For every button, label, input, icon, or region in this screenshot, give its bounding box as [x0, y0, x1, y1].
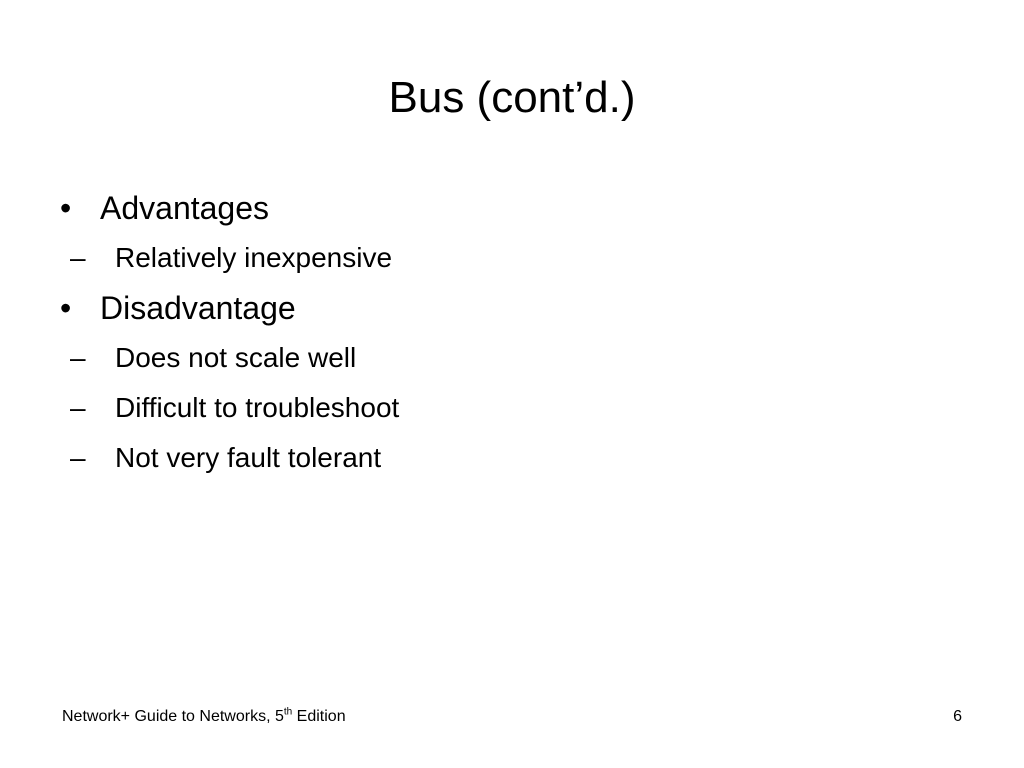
sub-bullet-text: Relatively inexpensive — [115, 242, 393, 273]
slide-page-number: 6 — [953, 708, 962, 725]
footer-text-before: Network+ Guide to Networks, 5 — [62, 708, 284, 725]
sub-list-advantages — [60, 233, 960, 283]
sub-bullet-text: Not very fault tolerant — [115, 442, 382, 473]
sub-bullet-text: Difficult to troubleshoot — [115, 392, 400, 423]
sub-bullet-marker: – — [70, 442, 86, 473]
sub-list-container — [60, 333, 960, 483]
sub-list-container — [60, 233, 960, 283]
bullet-text: Advantages — [100, 190, 270, 226]
bullet-list — [60, 183, 960, 483]
sub-bullet-marker: – — [70, 342, 86, 373]
footer-book-title — [62, 705, 346, 729]
bullet-text: Disadvantage — [100, 290, 296, 326]
bullet-item-advantages — [60, 183, 960, 233]
footer-text-after: Edition — [292, 708, 346, 725]
slide-title: Bus (cont’d.) — [388, 73, 636, 122]
bullet-item-disadvantage — [60, 283, 960, 333]
sub-list-disadvantage — [60, 333, 960, 483]
sub-bullet-item — [70, 433, 960, 483]
sub-bullet-item — [70, 383, 960, 433]
footer-superscript: th — [283, 706, 293, 718]
sub-bullet-marker: – — [70, 242, 86, 273]
sub-bullet-text: Does not scale well — [115, 342, 357, 373]
bullet-marker: • — [60, 290, 72, 326]
bullet-marker: • — [60, 190, 72, 226]
sub-bullet-item — [70, 333, 960, 383]
sub-bullet-item — [70, 233, 960, 283]
sub-bullet-marker: – — [70, 392, 86, 423]
